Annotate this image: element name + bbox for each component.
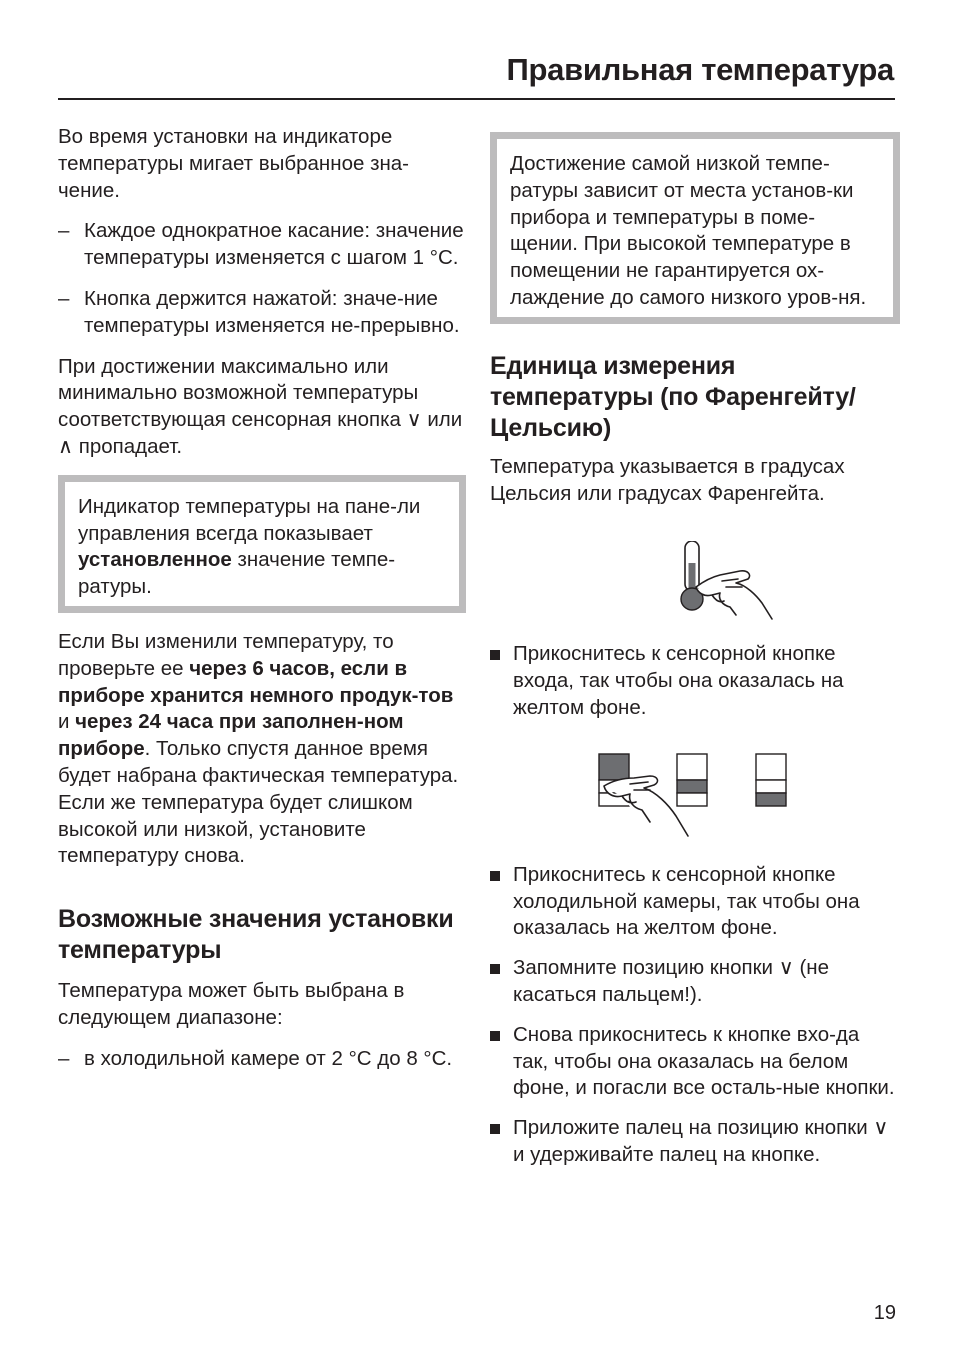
step3-text-a: Запомните позицию кнопки <box>513 956 774 980</box>
check-text-b: . Только спустя данное время будет набрана фактическая температура. Если же температура будет слишком высокой или низкой, установите температуру снова. <box>58 737 459 868</box>
units-paragraph: Температура указывается в градусах Цельсия или градусах Фаренгейта. <box>490 454 845 505</box>
limits-text-b: пропадает. <box>78 434 183 458</box>
check-paragraph <box>58 629 466 870</box>
step5-text-a: Приложите палец на позицию кнопки <box>513 1116 868 1140</box>
touch-hand-icon <box>696 571 772 619</box>
limits-paragraph <box>58 354 466 461</box>
intro-paragraph: Во время установки на индикаторе температуры мигает выбранное зна-чение. <box>58 125 410 202</box>
step-hold-finger <box>490 1115 900 1169</box>
header-rule <box>58 98 895 100</box>
note-indicator-bold: установленное <box>78 548 232 572</box>
note-indicator-a: Индикатор температуры на пане-ли управления всегда показывает <box>78 494 421 545</box>
left-column <box>58 124 466 1087</box>
step-touch-entry-again: Снова прикоснитесь к кнопке вхо-да так, чтобы она оказалась на белом фоне, и погасли все осталь-ные кнопки. <box>490 1022 900 1102</box>
note-indicator-text <box>78 494 445 601</box>
thermometer-icon <box>681 541 703 610</box>
chevron-down-icon: ∨ <box>406 408 422 432</box>
note-box-lowest-temp <box>490 132 900 324</box>
button-column-icon <box>677 754 707 806</box>
step3-text-b: (не касаться пальцем!). <box>513 956 829 1006</box>
step-touch-entry: Прикоснитесь к сенсорной кнопке входа, так чтобы она оказалась на желтом фоне. <box>490 641 900 721</box>
check-text-a: Если Вы изменили температуру, то проверьте ее <box>58 629 394 680</box>
check-bold-6h: через 6 часов, если в приборе хранится немного продук-тов <box>58 656 454 707</box>
dash-item-single-touch: – Каждое однократное касание: значение температуры изменяется с шагом 1 °C. <box>58 218 466 272</box>
right-column <box>490 132 900 1182</box>
heading-possible-values: Возможные значения установки температуры <box>58 905 454 965</box>
button-column-icon <box>756 754 786 806</box>
dash-item-hold: – Кнопка держится нажатой: значе-ние температуры изменяется не-прерывно. <box>58 286 466 340</box>
page-title: Правильная температура <box>506 52 894 87</box>
thermometer-touch-illustration <box>490 541 900 621</box>
chevron-down-icon: ∨ <box>778 956 794 980</box>
step-remember-position <box>490 955 900 1009</box>
page-number: 19 <box>873 1302 896 1324</box>
step-touch-fridge: Прикоснитесь к сенсорной кнопке холодильной камеры, так чтобы она оказалась на желтом фоне. <box>490 862 900 942</box>
limits-or: или <box>427 408 463 432</box>
note-lowest-temp-text: Достижение самой низкой темпе-ратуры зависит от места установ-ки прибора и температуры в поме-щении. При высокой температуре в помещении не гарантируется ох-лаждение до самого низкого уров-ня. <box>510 152 867 309</box>
figure-button-columns <box>490 752 900 844</box>
range-intro: Температура может быть выбрана в следующем диапазоне: <box>58 979 405 1029</box>
dash-item-range: – в холодильной камере от 2 °C до 8 °C. <box>58 1046 466 1073</box>
heading-units: Единица измерения температуры (по Фаренгейту/Цельсию) <box>490 351 856 442</box>
limits-text-a: При достижении максимально или минимально возможной температуры соответствующая сенсорная кнопка <box>58 354 419 432</box>
step5-text-b: и удерживайте палец на кнопке. <box>513 1142 821 1166</box>
note-box-indicator <box>58 475 466 613</box>
figure-thermometer-touch <box>490 541 900 621</box>
note-indicator-b: значение темпе-ратуры. <box>78 548 396 599</box>
chevron-up-icon: ∧ <box>58 434 74 458</box>
chevron-down-icon: ∨ <box>873 1116 889 1140</box>
button-columns-illustration <box>490 752 900 844</box>
check-and: и <box>58 710 70 734</box>
check-bold-24h: через 24 часа при заполнен-ном приборе <box>58 710 404 761</box>
